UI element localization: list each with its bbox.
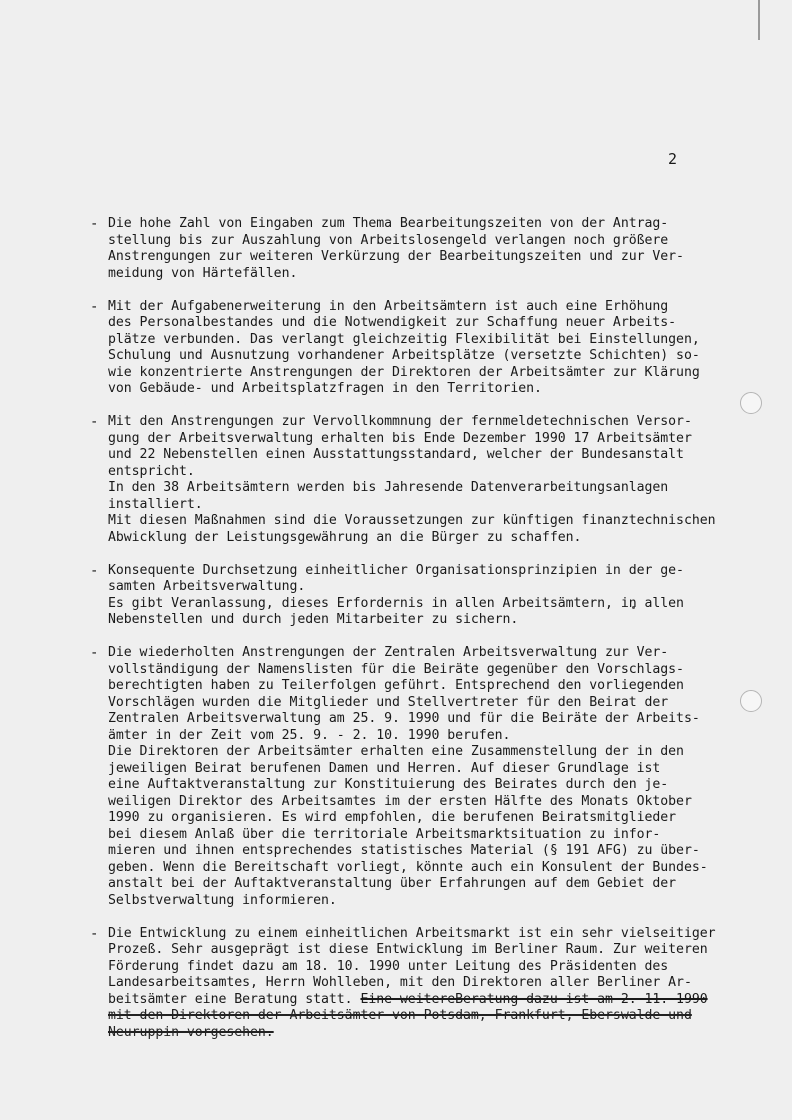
text-line: Landesarbeitsamtes, Herrn Wohlleben, mit den Direktoren aller Berliner Ar- [108,975,692,990]
page-number: 2 [668,150,678,168]
text-line: Anstrengungen zur weiteren Verkürzung der Bearbeitungszeiten und zur Ver- [108,249,684,264]
text-line: Selbstverwaltung informieren. [108,892,337,908]
dash-bullet: - [90,645,99,661]
dash-bullet: - [90,216,99,232]
paragraph-list [90,216,730,1058]
text-line: Die Entwicklung zu einem einheitlichen Arbeitsmarkt ist ein sehr vielseitiger [108,925,716,941]
text-line: bei diesem Anlaß über die territoriale Arbeitsmarktsituation zu infor- [108,826,661,842]
punch-hole-bottom [740,690,762,712]
text-line: stellung bis zur Auszahlung von Arbeitslosengeld verlangen noch größere [108,232,669,248]
text-line: wie konzentrierte Anstrengungen der Direktoren der Arbeitsämter zur Klärung [108,364,700,380]
text-line: Mit den Anstrengungen zur Vervollkommnung der fernmeldetechnischen Versor- [108,414,692,429]
text-line: vollständigung der Namenslisten für die Beiräte gegenüber den Vorschlags- [108,661,684,677]
text-line: des Personalbestandes und die Notwendigkeit zur Schaffung neuer Arbeits- [108,315,677,330]
text-line: meidung von Härtefällen. [108,265,298,281]
paragraph-5 [90,645,730,909]
paragraph-3 [90,414,730,546]
text-line: jeweiligen Beirat berufenen Damen und Herren. Auf dieser Grundlage ist [108,760,661,776]
text-line: ämter in der Zeit vom 25. 9. - 2. 10. 1990 berufen. [108,727,511,743]
dash-bullet: - [90,925,99,942]
text-line: Prozeß. Sehr ausgeprägt ist diese Entwicklung im Berliner Raum. Zur weiteren [108,942,708,957]
dash-bullet: - [90,562,99,579]
text-line: Mit der Aufgabenerweiterung in den Arbeitsämtern ist auch eine Erhöhung [108,298,669,314]
text-line: mieren und ihnen entsprechendes statistisches Material (§ 191 AFG) zu über- [108,843,700,858]
text-line: und 22 Nebenstellen einen Ausstattungsstandard, welcher der Bundesanstalt [108,447,684,462]
dash-bullet: - [90,298,99,315]
text-line: 1990 zu organisieren. Es wird empfohlen, die berufenen Beiratsmitglieder [108,810,677,825]
text-line: Nebenstellen und durch jeden Mitarbeiter zu sichern. [108,612,519,627]
punch-hole-top [740,392,762,414]
text-segment: beitsämter eine Beratung statt. [108,991,353,1007]
text-line: anstalt bei der Auftaktveranstaltung über Erfahrungen auf dem Gebiet der [108,876,677,891]
text-line: geben. Wenn die Bereitschaft vorliegt, könnte auch ein Konsulent der Bundes- [108,859,708,875]
paragraph-2 [90,299,730,398]
text-line: Abwicklung der Leistungsgewährung an die Bürger zu schaffen. [108,529,582,545]
text-line: installiert. [108,496,203,512]
paragraph-4 [90,563,730,629]
text-line: Die wiederholten Anstrengungen der Zentralen Arbeitsverwaltung zur Ver- [108,645,669,660]
text-line: Konsequente Durchsetzung einheitlicher Organisationsprinzipien in der ge- [108,562,684,578]
text-line: gung der Arbeitsverwaltung erhalten bis Ende Dezember 1990 17 Arbeitsämter [108,430,692,446]
text-line [108,992,730,1009]
dash-bullet: - [90,414,99,430]
text-line: Es gibt Veranlassung, dieses Erfordernis in allen Arbeitsämtern, in allen [108,595,684,611]
text-line: weiligen Direktor des Arbeitsamtes im der ersten Hälfte des Monats Oktober [108,793,692,809]
text-line: Die hohe Zahl von Eingaben zum Thema Bearbeitungszeiten von der Antrag- [108,216,669,231]
text-line: samten Arbeitsverwaltung. [108,579,306,594]
edge-mark [758,0,760,40]
text-line: Die Direktoren der Arbeitsämter erhalten eine Zusammenstellung der in den [108,744,684,759]
text-line: berechtigten haben zu Teilerfolgen geführt. Entsprechend den vorliegenden [108,678,684,693]
struck-line: mit den Direktoren der Arbeitsämter von Potsdam, Frankfurt, Eberswalde und [108,1008,692,1023]
text-line: eine Auftaktveranstaltung zur Konstituierung des Beirates durch den je- [108,777,669,792]
paragraph-6 [90,926,730,1042]
text-line: Förderung findet dazu am 18. 10. 1990 unter Leitung des Präsidenten des [108,958,669,974]
text-line: Mit diesen Maßnahmen sind die Voraussetzungen zur künftigen finanztechnischen [108,513,716,528]
struck-text: Eine weitereBeratung dazu ist am 2. 11. 1990 [360,991,708,1007]
text-line: Vorschlägen wurden die Mitglieder und Stellvertreter für den Beirat der [108,694,669,710]
text-line: Schulung und Ausnutzung vorhandener Arbeitsplätze (versetzte Schichten) so- [108,348,700,363]
text-line: plätze verbunden. Das verlangt gleichzeitig Flexibilität bei Einstellungen, [108,331,700,347]
struck-line: Neuruppin vorgesehen. [108,1024,274,1040]
text-line: In den 38 Arbeitsämtern werden bis Jahresende Datenverarbeitungsanlagen [108,480,669,495]
text-line: von Gebäude- und Arbeitsplatzfragen in den Territorien. [108,381,542,396]
paragraph-1 [90,216,730,282]
text-line: Zentralen Arbeitsverwaltung am 25. 9. 1990 und für die Beiräte der Arbeits- [108,711,700,726]
text-line: entspricht. [108,463,195,479]
